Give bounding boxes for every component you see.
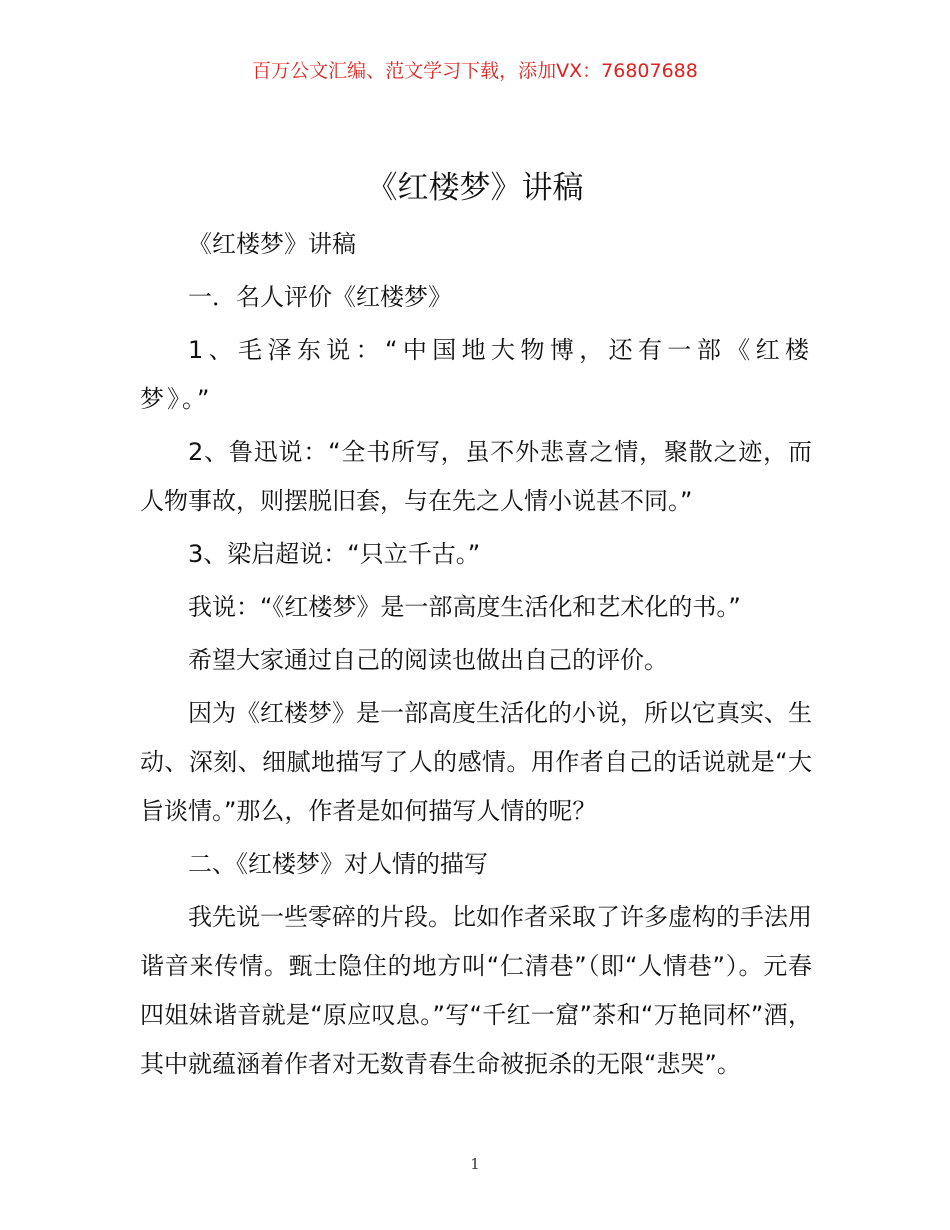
section-heading-2: 二、《红楼梦》对人情的描写 xyxy=(188,850,488,878)
page-number: 1 xyxy=(470,1155,480,1173)
section-heading-1: 一．名人评价《红楼梦》 xyxy=(188,283,452,311)
paragraph-subtitle: 《红楼梦》讲稿 xyxy=(188,230,356,258)
header-watermark-note: 百万公文汇编、范文学习下载，添加VX：76807688 xyxy=(252,60,698,82)
paragraph-quote-luxun: 2、鲁迅说：“全书所写，虽不外悲喜之情，聚散之迹，而人物事故，则摆脱旧套，与在先之人情小说甚不同。” xyxy=(140,438,812,515)
paragraph-quote-liang: 3、梁启超说：“只立千古。” xyxy=(188,540,481,568)
paragraph-because: 因为《红楼梦》是一部高度生活化的小说，所以它真实、生动、深刻、细腻地描写了人的感情。用作者自己的话说就是“大旨谈情。”那么，作者是如何描写人情的呢？ xyxy=(140,699,812,825)
document-title: 《红楼梦》讲稿 xyxy=(366,170,584,206)
paragraph-fragments: 我先说一些零碎的片段。比如作者采取了许多虚构的手法用谐音来传情。甄士隐住的地方叫“仁清巷”（即“人情巷”）。元春四姐妹谐音就是“原应叹息。”写“千红一窟”茶和“万艳同杯”酒，其中就蕴涵着作者对无数青春生命被扼杀的无限“悲哭”。 xyxy=(140,903,812,1078)
document-body xyxy=(140,220,812,1093)
paragraph-quote-mao: 1、毛泽东说：“中国地大物博，还有一部《红楼梦》。” xyxy=(140,336,812,413)
paragraph-my-view: 我说：“《红楼梦》是一部高度生活化和艺术化的书。” xyxy=(188,593,741,621)
paragraph-hope: 希望大家通过自己的阅读也做出自己的评价。 xyxy=(188,646,668,674)
